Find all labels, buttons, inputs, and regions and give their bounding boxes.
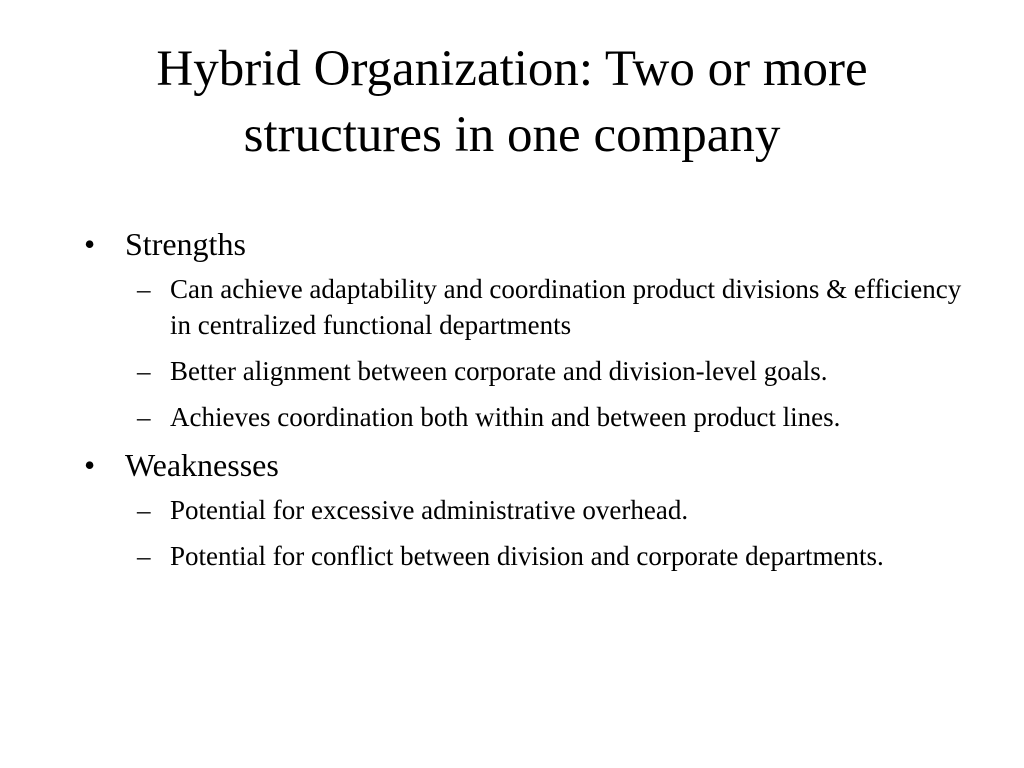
sub-bullet xyxy=(84,271,964,343)
bullet-marker: • xyxy=(84,447,96,483)
slide-title: Hybrid Organization: Two or more structures in one company xyxy=(156,41,868,163)
dash-marker: – xyxy=(137,402,151,432)
sub-bullet xyxy=(84,399,964,435)
bullet-weaknesses xyxy=(84,445,964,485)
sub-bullet xyxy=(84,538,964,574)
sub-bullet xyxy=(84,353,964,389)
bullet-strengths xyxy=(84,224,964,264)
bullet-heading-weaknesses: Weaknesses xyxy=(125,447,279,483)
bullet-heading-strengths: Strengths xyxy=(125,226,246,262)
sub-bullet xyxy=(84,492,964,528)
dash-marker: – xyxy=(137,495,151,525)
dash-marker: – xyxy=(137,274,151,304)
bullet-marker: • xyxy=(84,226,96,262)
sub-bullet-text: Potential for conflict between division and corporate departments. xyxy=(170,541,884,571)
weaknesses-list xyxy=(84,492,964,574)
dash-marker: – xyxy=(137,356,151,386)
sub-bullet-text: Better alignment between corporate and division-level goals. xyxy=(170,356,828,386)
sub-bullet-text: Can achieve adaptability and coordination product divisions & efficiency in centralized functional departments xyxy=(170,274,962,340)
sub-bullet-text: Achieves coordination both within and between product lines. xyxy=(170,402,841,432)
sub-bullet-text: Potential for excessive administrative overhead. xyxy=(170,495,689,525)
dash-marker: – xyxy=(137,541,151,571)
slide-body xyxy=(84,224,964,584)
strengths-list xyxy=(84,271,964,435)
